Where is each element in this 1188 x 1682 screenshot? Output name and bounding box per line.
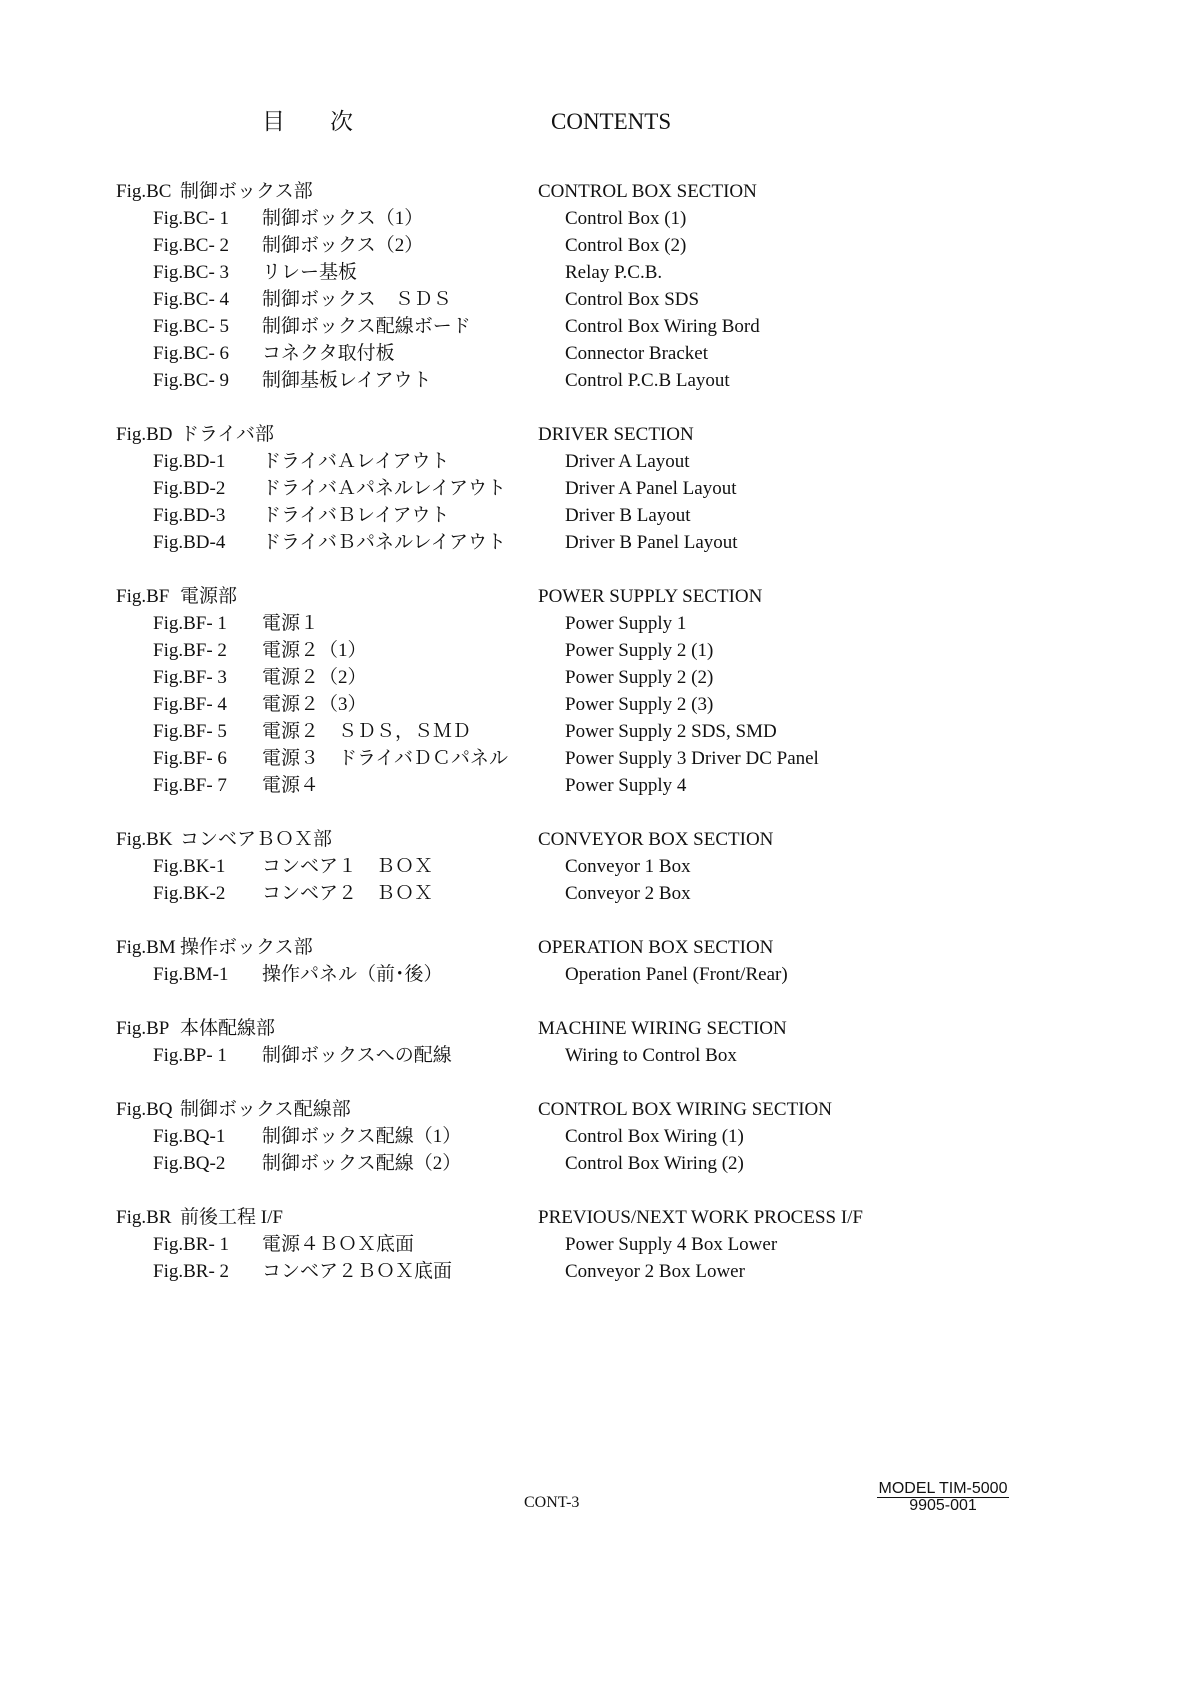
- item-title-en: Connector Bracket: [565, 343, 708, 364]
- item-title-en: Driver B Layout: [565, 505, 691, 526]
- section-fig: Fig.BC: [116, 181, 172, 202]
- item-title-jp: コンベア２ＢＯＸ底面: [262, 1261, 453, 1282]
- item-title-en: Control Box Wiring Bord: [565, 316, 760, 337]
- section-title-jp: 本体配線部: [180, 1018, 276, 1039]
- section-title-en: PREVIOUS/NEXT WORK PROCESS I/F: [538, 1207, 863, 1228]
- section-title-jp: コンベアＢＯＸ部: [180, 829, 333, 850]
- item-title-en: Control Box (2): [565, 235, 687, 256]
- item-fig: Fig.BR- 2: [153, 1261, 230, 1282]
- section-title-en: CONTROL BOX WIRING SECTION: [538, 1099, 832, 1120]
- section-title-en: POWER SUPPLY SECTION: [538, 586, 763, 607]
- item-fig: Fig.BF- 6: [153, 748, 227, 769]
- item-fig: Fig.BC- 5: [153, 316, 230, 337]
- section-title-jp: 電源部: [180, 586, 238, 607]
- section-title-en: MACHINE WIRING SECTION: [538, 1018, 787, 1039]
- item-fig: Fig.BF- 7: [153, 775, 227, 796]
- item-title-jp: 電源１: [262, 613, 320, 634]
- item-title-en: Power Supply 2 (2): [565, 667, 714, 688]
- item-title-en: Control Box Wiring (1): [565, 1126, 744, 1147]
- item-title-en: Wiring to Control Box: [565, 1045, 737, 1066]
- section-title-en: CONTROL BOX SECTION: [538, 181, 757, 202]
- item-title-jp: 電源２（2）: [262, 667, 367, 688]
- item-fig: Fig.BF- 4: [153, 694, 227, 715]
- item-title-jp: 電源３ ドライバＤＣパネル: [262, 748, 509, 769]
- item-fig: Fig.BF- 3: [153, 667, 227, 688]
- item-fig: Fig.BD-2: [153, 478, 226, 499]
- item-fig: Fig.BC- 2: [153, 235, 230, 256]
- item-title-en: Relay P.C.B.: [565, 262, 663, 283]
- section-title-jp: 操作ボックス部: [180, 937, 313, 958]
- item-title-jp: コンベア１ ＢＯＸ: [262, 856, 434, 877]
- section-title-jp: 前後工程 I/F: [180, 1207, 283, 1228]
- item-title-en: Control P.C.B Layout: [565, 370, 730, 391]
- item-title-jp: リレー基板: [262, 262, 358, 283]
- item-fig: Fig.BC- 1: [153, 208, 230, 229]
- item-fig: Fig.BF- 1: [153, 613, 227, 634]
- item-title-en: Conveyor 2 Box Lower: [565, 1261, 745, 1282]
- item-title-en: Power Supply 3 Driver DC Panel: [565, 748, 819, 769]
- item-title-en: Control Box (1): [565, 208, 687, 229]
- item-title-jp: 操作パネル（前･後）: [262, 964, 443, 985]
- item-title-jp: 制御ボックス配線ボード: [262, 316, 471, 337]
- item-fig: Fig.BK-1: [153, 856, 226, 877]
- item-title-jp: コンベア２ ＢＯＸ: [262, 883, 434, 904]
- item-title-en: Power Supply 2 SDS, SMD: [565, 721, 777, 742]
- item-title-en: Power Supply 2 (3): [565, 694, 714, 715]
- item-title-jp: 電源２（1）: [262, 640, 367, 661]
- item-title-en: Control Box SDS: [565, 289, 700, 310]
- item-title-jp: 制御ボックス（2）: [262, 235, 424, 256]
- title-jp-2: 次: [330, 109, 353, 134]
- section-title-en: CONVEYOR BOX SECTION: [538, 829, 774, 850]
- section-fig: Fig.BR: [116, 1207, 172, 1228]
- item-fig: Fig.BM-1: [153, 964, 229, 985]
- section-fig: Fig.BP: [116, 1018, 170, 1039]
- item-title-en: Power Supply 2 (1): [565, 640, 714, 661]
- item-title-jp: 電源４: [262, 775, 320, 796]
- item-title-en: Operation Panel (Front/Rear): [565, 964, 788, 985]
- section-title-en: OPERATION BOX SECTION: [538, 937, 774, 958]
- item-title-en: Power Supply 1: [565, 613, 687, 634]
- item-fig: Fig.BD-1: [153, 451, 226, 472]
- item-fig: Fig.BC- 3: [153, 262, 230, 283]
- section-fig: Fig.BM: [116, 937, 176, 958]
- item-title-jp: ドライバＡパネルレイアウト: [262, 478, 507, 499]
- item-fig: Fig.BP- 1: [153, 1045, 227, 1066]
- section-title-jp: 制御ボックス部: [180, 181, 313, 202]
- item-title-jp: ドライバＢレイアウト: [262, 505, 450, 526]
- model-name: MODEL TIM-5000: [878, 1480, 1008, 1497]
- title-en: CONTENTS: [551, 109, 672, 134]
- item-fig: Fig.BF- 2: [153, 640, 227, 661]
- item-fig: Fig.BK-2: [153, 883, 226, 904]
- doc-number: 9905-001: [909, 1497, 977, 1514]
- section-title-en: DRIVER SECTION: [538, 424, 694, 445]
- section-fig: Fig.BF: [116, 586, 170, 607]
- item-fig: Fig.BF- 5: [153, 721, 227, 742]
- item-fig: Fig.BQ-1: [153, 1126, 226, 1147]
- item-title-jp: 制御ボックスへの配線: [262, 1045, 452, 1066]
- item-fig: Fig.BC- 9: [153, 370, 230, 391]
- item-fig: Fig.BR- 1: [153, 1234, 230, 1255]
- item-title-jp: 制御基板レイアウト: [262, 370, 432, 391]
- item-title-en: Conveyor 1 Box: [565, 856, 691, 877]
- item-title-en: Driver A Panel Layout: [565, 478, 737, 499]
- item-title-jp: ドライバＡレイアウト: [262, 451, 450, 472]
- section-title-jp: ドライバ部: [180, 424, 275, 445]
- item-title-en: Power Supply 4 Box Lower: [565, 1234, 778, 1255]
- page-number: CONT-3: [524, 1494, 580, 1511]
- item-fig: Fig.BD-4: [153, 532, 226, 553]
- item-title-en: Conveyor 2 Box: [565, 883, 691, 904]
- section-title-jp: 制御ボックス配線部: [180, 1099, 351, 1120]
- item-title-en: Control Box Wiring (2): [565, 1153, 744, 1174]
- item-title-en: Driver B Panel Layout: [565, 532, 738, 553]
- section-fig: Fig.BD: [116, 424, 173, 445]
- item-title-jp: コネクタ取付板: [262, 343, 395, 364]
- section-fig: Fig.BQ: [116, 1099, 173, 1120]
- item-title-en: Driver A Layout: [565, 451, 690, 472]
- section-fig: Fig.BK: [116, 829, 173, 850]
- item-fig: Fig.BQ-2: [153, 1153, 226, 1174]
- item-title-jp: 制御ボックス配線（2）: [262, 1153, 462, 1174]
- item-title-en: Power Supply 4: [565, 775, 687, 796]
- item-title-jp: 制御ボックス配線（1）: [262, 1126, 462, 1147]
- item-fig: Fig.BC- 6: [153, 343, 230, 364]
- model-block: [872, 1480, 1014, 1514]
- item-title-jp: 電源２（3）: [262, 694, 367, 715]
- item-title-jp: 制御ボックス ＳＤＳ: [262, 289, 452, 310]
- item-title-jp: ドライバＢパネルレイアウト: [262, 532, 507, 553]
- title-jp-1: 目: [262, 109, 285, 134]
- item-title-jp: 電源４ＢＯＸ底面: [262, 1234, 415, 1255]
- item-title-jp: 制御ボックス（1）: [262, 208, 424, 229]
- item-title-jp: 電源２ ＳＤＳ，ＳＭＤ: [262, 721, 472, 742]
- item-fig: Fig.BD-3: [153, 505, 226, 526]
- item-fig: Fig.BC- 4: [153, 289, 230, 310]
